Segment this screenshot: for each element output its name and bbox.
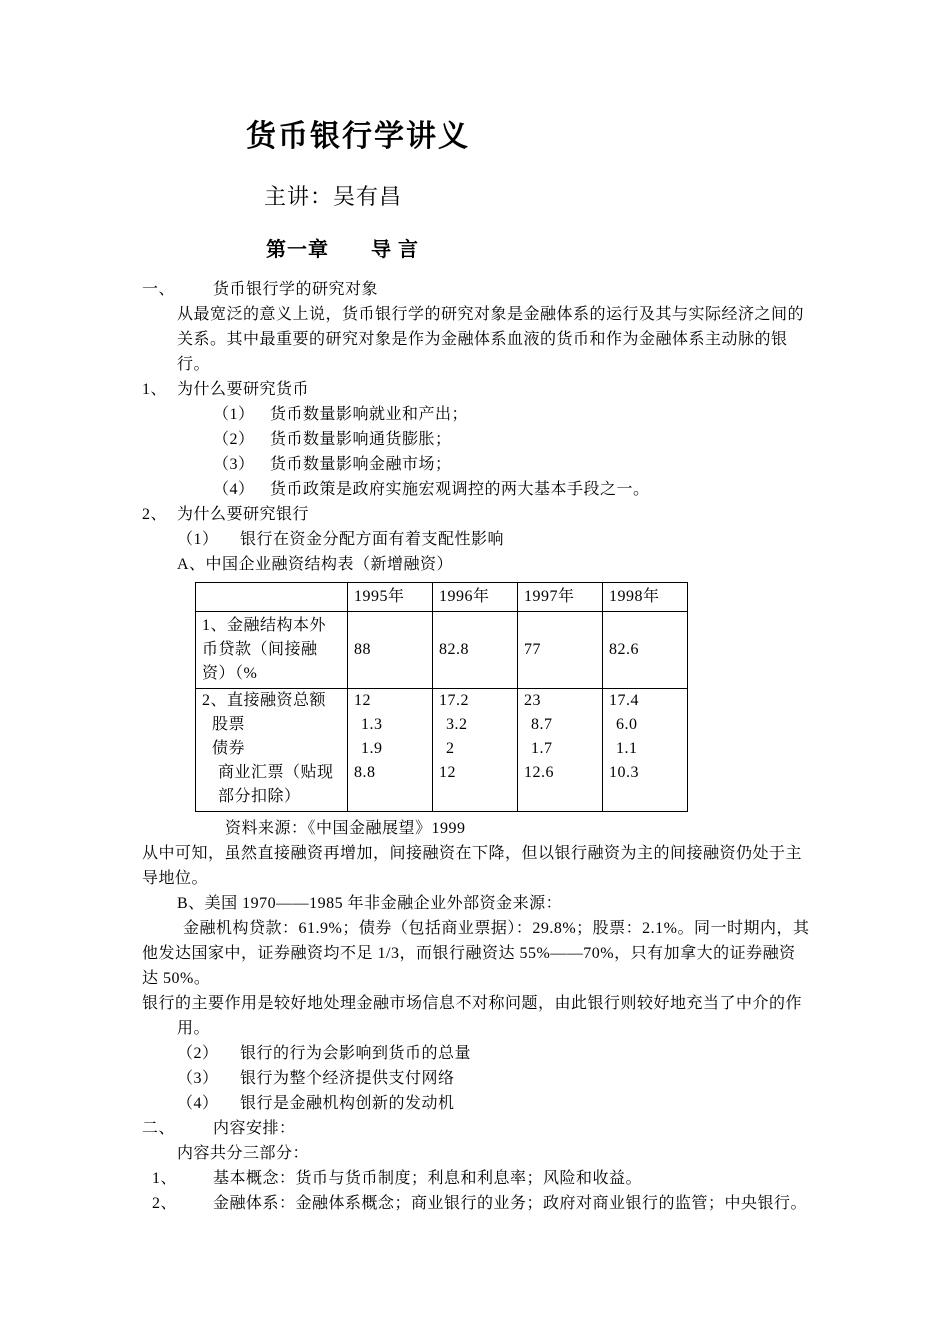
- value-cell: 6.0: [603, 713, 688, 737]
- financing-structure-table: [195, 582, 688, 812]
- section-1-heading: [142, 277, 810, 302]
- value-cell: 10.3: [603, 761, 688, 812]
- value-cell: 17.4: [603, 689, 688, 714]
- value-cell: 3.2: [433, 713, 518, 737]
- value-cell: 12: [348, 689, 433, 714]
- section-1-heading-text: 货币银行学的研究对象: [213, 281, 379, 298]
- subsection-bank-marker: 2、: [142, 506, 168, 523]
- table-header-row: [196, 583, 688, 612]
- value-cell: 1.7: [518, 737, 603, 761]
- list-item-marker: （3）: [213, 456, 255, 473]
- value-cell: 12: [433, 761, 518, 812]
- value-cell: 2: [433, 737, 518, 761]
- bank-point-3-text: 银行为整个经济提供支付网络: [240, 1070, 455, 1087]
- section-2-intro: [177, 1141, 810, 1166]
- bank-point-3-marker: （3）: [177, 1070, 219, 1087]
- chapter-heading: 第一章 导 言: [266, 239, 419, 261]
- bank-point-2: [177, 1041, 810, 1066]
- row-label-cell: 债券: [196, 737, 348, 761]
- list-item-marker: （4）: [213, 481, 255, 498]
- table-row-bonds: [196, 737, 688, 761]
- example-b-detail-paragraph: 金融机构贷款：61.9%；债券（包括商业票据）：29.8%；股票：2.1%。同一时期内，其他发达国家中，证券融资均不足 1/3，而银行融资达 55%——70%，只有加拿大的证券融资达 50%。: [142, 920, 810, 987]
- table-conclusion-paragraph: 从中可知，虽然直接融资再增加，间接融资在下降，但以银行融资为主的间接融资仍处于主导地位。: [142, 845, 803, 887]
- bank-point-1: [177, 527, 810, 552]
- year-header-cell: 1998年: [603, 583, 688, 612]
- subsection-money-heading: [142, 377, 810, 402]
- bank-point-4: [177, 1091, 810, 1116]
- section-2-heading-text: 内容安排：: [213, 1120, 296, 1137]
- content-item-1: [152, 1166, 810, 1191]
- year-header-cell: 1995年: [348, 583, 433, 612]
- subsection-bank-heading: [142, 502, 810, 527]
- subsection-money-marker: 1、: [142, 381, 168, 398]
- list-item: [213, 402, 810, 427]
- section-2-marker: 二、: [142, 1120, 176, 1137]
- value-cell: 82.8: [433, 612, 518, 689]
- bank-point-3: [177, 1066, 810, 1091]
- bank-point-4-text: 银行是金融机构创新的发动机: [240, 1095, 455, 1112]
- row-label-cell: 1、金融结构本外币贷款（间接融资）（%: [196, 612, 348, 689]
- table-row-indirect-financing: [196, 612, 688, 689]
- table-row-direct-financing: [196, 689, 688, 714]
- table-source-line: [225, 816, 810, 841]
- value-cell: 8.7: [518, 713, 603, 737]
- section-2-heading: [142, 1116, 810, 1141]
- bank-point-2-text: 银行的行为会影响到货币的总量: [240, 1045, 472, 1062]
- table-corner-cell: [196, 583, 348, 612]
- value-cell: 82.6: [603, 612, 688, 689]
- list-item: [213, 452, 810, 477]
- row-label-cell: 商业汇票（贴现部分扣除）: [196, 761, 348, 812]
- bank-point-1-text: 银行在资金分配方面有着支配性影响: [240, 531, 505, 548]
- bank-point-4-marker: （4）: [177, 1095, 219, 1112]
- content-item-2: [152, 1191, 810, 1216]
- document-body: [142, 277, 810, 1216]
- row-label-cell: 2、直接融资总额: [196, 689, 348, 714]
- value-cell: 1.1: [603, 737, 688, 761]
- list-item-marker: （2）: [213, 431, 255, 448]
- value-cell: 88: [348, 612, 433, 689]
- section-2-intro-text: 内容共分三部分：: [177, 1145, 310, 1162]
- content-item-2-text: 金融体系：金融体系概念；商业银行的业务；政府对商业银行的监管；中央银行。: [213, 1195, 808, 1212]
- table-row-stocks: [196, 713, 688, 737]
- subsection-bank-heading-text: 为什么要研究银行: [177, 506, 310, 523]
- year-header-cell: 1996年: [433, 583, 518, 612]
- list-item-text: 货币数量影响金融市场；: [270, 456, 452, 473]
- list-item-text: 货币数量影响就业和产出；: [270, 406, 469, 423]
- list-item: [213, 477, 810, 502]
- list-item: [213, 427, 810, 452]
- value-cell: 1.9: [348, 737, 433, 761]
- subsection-money-heading-text: 为什么要研究货币: [177, 381, 310, 398]
- value-cell: 23: [518, 689, 603, 714]
- row-label-cell: 股票: [196, 713, 348, 737]
- value-cell: 17.2: [433, 689, 518, 714]
- section-1-intro-paragraph: 从最宽泛的意义上说，货币银行学的研究对象是金融体系的运行及其与实际经济之间的关系。其中最重要的研究对象是作为金融体系血液的货币和作为金融体系主动脉的银行。: [177, 306, 805, 373]
- list-item-marker: （1）: [213, 406, 255, 423]
- bank-point-2-marker: （2）: [177, 1045, 219, 1062]
- document-title: 货币银行学讲义: [246, 120, 470, 153]
- section-1-marker: 一、: [142, 281, 176, 298]
- table-caption: [177, 552, 810, 577]
- value-cell: 1.3: [348, 713, 433, 737]
- table-row-commercial-bills: [196, 761, 688, 812]
- value-cell: 77: [518, 612, 603, 689]
- value-cell: 12.6: [518, 761, 603, 812]
- table-caption-text: A、中国企业融资结构表（新增融资）: [177, 556, 454, 573]
- content-item-2-marker: 2、: [152, 1195, 178, 1212]
- value-cell: 8.8: [348, 761, 433, 812]
- bank-role-note-paragraph: 银行的主要作用是较好地处理金融市场信息不对称问题，由此银行则较好地充当了中介的作用。: [142, 995, 803, 1037]
- example-b-label-text: B、美国 1970——1985 年非金融企业外部资金来源：: [177, 895, 563, 912]
- list-item-text: 货币数量影响通货膨胀；: [270, 431, 452, 448]
- content-item-1-marker: 1、: [152, 1170, 178, 1187]
- year-header-cell: 1997年: [518, 583, 603, 612]
- example-b-label: [177, 891, 810, 916]
- list-item-text: 货币政策是政府实施宏观调控的两大基本手段之一。: [270, 481, 650, 498]
- bank-point-1-marker: （1）: [177, 531, 219, 548]
- lecturer-line: 主讲：吴有昌: [264, 184, 403, 209]
- table-source-text: 资料来源：《中国金融展望》1999: [225, 820, 466, 837]
- content-item-1-text: 基本概念：货币与货币制度；利息和利息率；风险和收益。: [213, 1170, 643, 1187]
